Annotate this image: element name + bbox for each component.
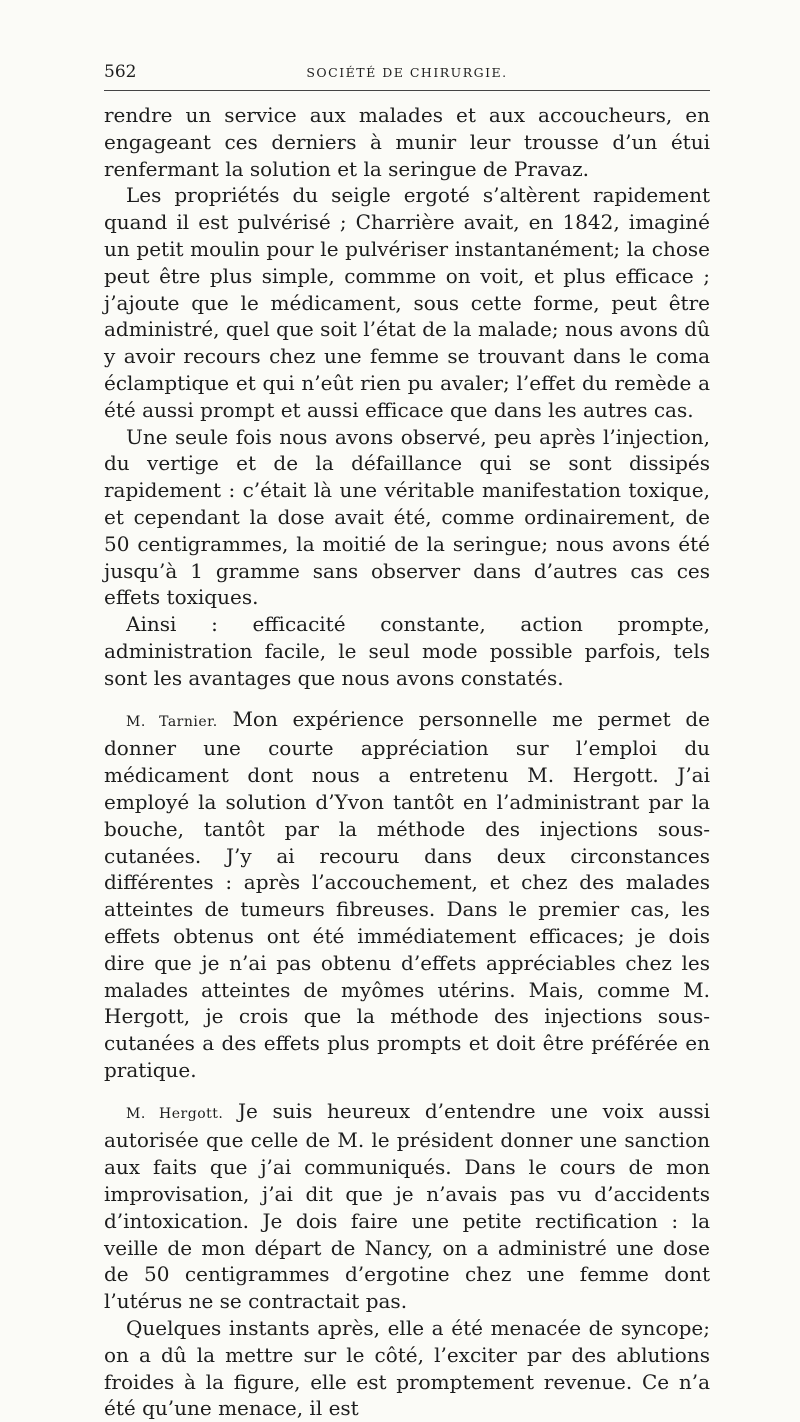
running-title: SOCIÉTÉ DE CHIRURGIE. [306, 65, 508, 80]
paragraph-ergot-properties: Les propriétés du seigle ergoté s’altèrent rapidement quand il est pulvérisé ; Charrière avait, en 1842, imaginé un petit moulin pour le pulvériser instantanément; la chose peut être plus simple, commme on voit, et plus efficace ; j’ajoute que le médicament, sous cette forme, peut être administré, quel que soit l’état de la malade; nous avons dû y avoir recours chez une femme se trouvant dans le coma éclamptique et qui n’eût rien pu avaler; l’effet du remède a été aussi prompt et aussi efficace que dans les autres cas. [104, 183, 710, 422]
paragraph-conclusion: Ainsi : efficacité constante, action prompte, administration facile, le seul mode possible parfois, tels sont les avantages que nous avons constatés. [104, 612, 710, 690]
book-page [104, 56, 710, 1422]
paragraph-syncope: Quelques instants après, elle a été menacée de syncope; on a dû la mettre sur le côté, l’exciter par des ablutions froides à la figure, elle est promptement revenue. Ce n’a été qu’une menace, il est [104, 1316, 710, 1421]
speaker-text: Mon expérience personnelle me permet de donner une courte appréciation sur l’emploi du médicament dont nous a entretenu M. Hergott. J’ai employé la solution d’Yvon tantôt en l’administrant par la bouche, tantôt par la méthode des injections sous-cutanées. J’y ai recouru dans deux circonstances différentes : après l’accouchement, et chez des malades atteintes de tumeurs fibreuses. Dans le premier cas, les effets obtenus ont été immédiatement efficaces; je dois dire que je n’ai pas obtenu d’effets appréciables chez les malades atteintes de myômes utérins. Mais, comme M. Hergott, je crois que la méthode des injections sous-cutanées a des effets plus prompts et doit être préférée en pratique. [104, 706, 710, 1082]
speaker-text: Je suis heureux d’entendre une voix aussi autorisée que celle de M. le président donner une sanction aux faits que j’ai communiqués. Dans le cours de mon improvisation, j’ai dit que je n’avais pas vu d’accidents d’intoxication. Je dois faire une petite rectification : la veille de mon départ de Nancy, on a administré une dose de 50 centigrammes d’ergotine chez une femme dont l’utérus ne se contractait pas. [104, 1098, 710, 1314]
page-number: 562 [104, 62, 137, 82]
body-text [104, 102, 710, 1422]
paragraph-tarnier [104, 706, 710, 1084]
paragraph-continuation: rendre un service aux malades et aux accoucheurs, en engageant ces derniers à munir leur trousse d’un étui renfermant la solution et la seringue de Pravaz. [104, 103, 710, 181]
paragraph-toxic-observation: Une seule fois nous avons observé, peu après l’injection, du vertige et de la défaillance qui se sont dissipés rapidement : c’était là une véritable manifestation toxique, et cependant la dose avait été, comme ordinairement, de 50 centigrammes, la moitié de la seringue; nous avons été jusqu’à 1 gramme sans observer dans d’autres cas ces effets toxiques. [104, 424, 710, 610]
paragraph-hergott [104, 1098, 710, 1315]
speaker-name: M. Hergott. [126, 1105, 224, 1122]
speaker-name: M. Tarnier. [126, 713, 218, 730]
running-head [104, 56, 710, 91]
